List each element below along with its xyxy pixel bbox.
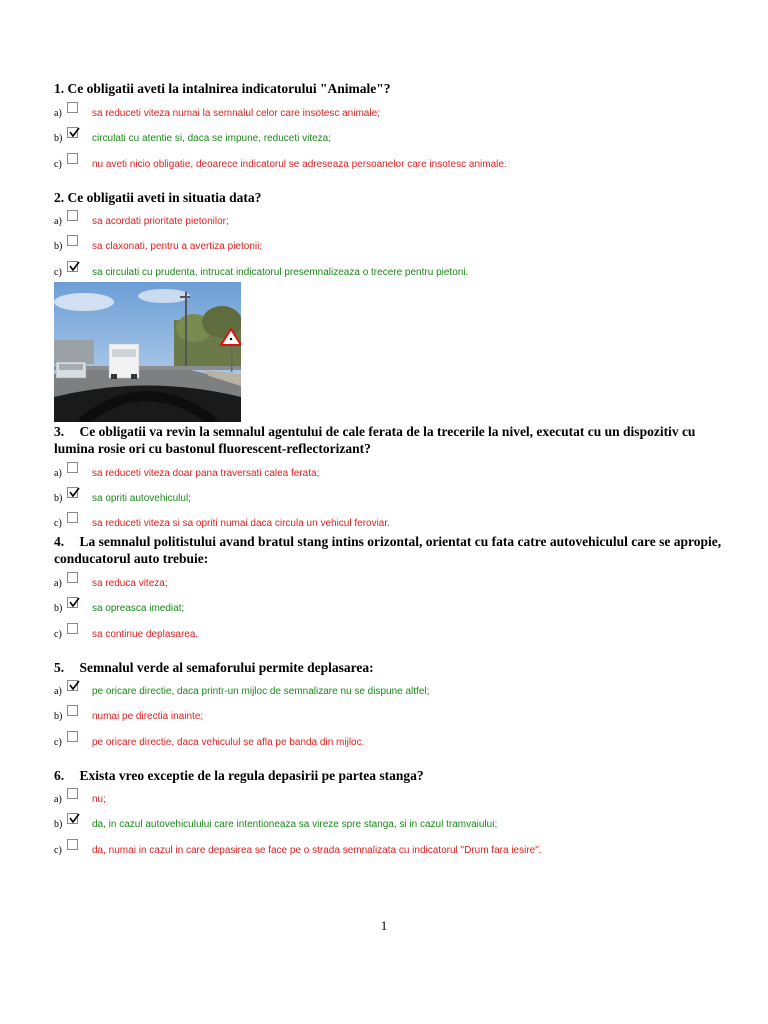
page-number: 1 [380,918,388,933]
option-text: sa reduceti viteza numai la semnalul celor care insotesc animale; [92,108,380,119]
option-letter: c) [54,518,62,529]
option-letter: c) [54,737,62,748]
checkbox-checked[interactable] [67,127,78,138]
question-number: 4. [54,534,65,549]
option-letter: c) [54,629,62,640]
question-text: Ce obligatii aveti in situatia data? [67,190,262,205]
option-text: sa opreasca imediat; [92,603,185,614]
question-number: 6. [54,768,65,783]
option-text: da, in cazul autovehiculului care intentioneaza sa vireze spre stanga, si in cazul tramvaiului; [92,819,498,830]
question-number: 2. [54,190,65,205]
checkbox-unchecked[interactable] [67,512,78,523]
option-text: sa reduceti viteza doar pana traversati calea ferata; [92,468,320,479]
checkbox-unchecked[interactable] [67,235,78,246]
checkbox-checked[interactable] [67,597,78,608]
option-letter: b) [54,819,63,830]
option-text: sa circulati cu prudenta, intrucat indicatorul presemnalizeaza o trecere pentru pietoni. [92,267,469,278]
option-text: sa acordati prioritate pietonilor; [92,216,229,227]
option-text: sa opriti autovehiculul; [92,493,191,504]
option-letter: c) [54,159,62,170]
option-text: circulati cu atentie si, daca se impune, reduceti viteza; [92,133,332,144]
question-text: Semnalul verde al semaforului permite deplasarea: [79,660,374,675]
question-text: La semnalul politistului avand bratul stang intins orizontal, orientat cu fata catre autovehiculul care se apropie, conducatorul auto trebuie: [54,534,722,566]
checkbox-checked[interactable] [67,813,78,824]
option-text: pe oricare directie, daca vehiculul se afla pe banda din mijloc. [92,737,365,748]
checkbox-checked[interactable] [67,487,78,498]
question-5 [54,659,734,676]
option-text: pe oricare directie, daca printr-un mijloc de semnalizare nu se dispune altfel; [92,686,430,697]
question-4 [54,533,734,567]
question-text: Ce obligatii va revin la semnalul agentului de cale ferata de la trecerile la nivel, executat cu un dispozitiv cu lumina rosie ori cu bastonul fluorescent-reflectorizant? [54,424,696,456]
option-text: nu aveti nicio obligatie, deoarece indicatorul se adreseaza persoanelor care insotesc animale. [92,159,507,170]
question-text: Exista vreo exceptie de la regula depasirii pe partea stanga? [79,768,424,783]
question-2 [54,189,734,206]
question-text: Ce obligatii aveti la intalnirea indicatorului "Animale"? [67,81,391,96]
option-letter: b) [54,603,63,614]
option-letter: a) [54,468,62,479]
checkbox-checked[interactable] [67,261,78,272]
checkbox-unchecked[interactable] [67,102,78,113]
option-text: nu; [92,794,106,805]
option-text: da, numai in cazul in care depasirea se face pe o strada semnalizata cu indicatorul "Drum fara iesire". [92,845,542,856]
checkbox-unchecked[interactable] [67,731,78,742]
option-letter: c) [54,845,62,856]
question-6 [54,767,734,784]
question-1 [54,80,734,97]
checkbox-unchecked[interactable] [67,623,78,634]
question-3 [54,423,734,457]
checkbox-unchecked[interactable] [67,210,78,221]
checkbox-unchecked[interactable] [67,839,78,850]
option-letter: b) [54,241,63,252]
checkbox-unchecked[interactable] [67,572,78,583]
checkbox-unchecked[interactable] [67,462,78,473]
checkbox-unchecked[interactable] [67,153,78,164]
checkbox-unchecked[interactable] [67,705,78,716]
option-text: sa claxonati, pentru a avertiza pietonii; [92,241,263,252]
option-letter: a) [54,686,62,697]
question-number: 1. [54,81,65,96]
option-letter: a) [54,578,62,589]
option-text: numai pe directia inainte; [92,711,204,722]
option-text: sa reduceti viteza si sa opriti numai daca circula un vehicul feroviar. [92,518,390,529]
checkbox-unchecked[interactable] [67,788,78,799]
option-letter: b) [54,133,63,144]
option-letter: a) [54,794,62,805]
option-letter: a) [54,108,62,119]
option-letter: b) [54,711,63,722]
option-letter: c) [54,267,62,278]
question-number: 3. [54,424,65,439]
question-number: 5. [54,660,65,675]
option-text: sa reduca viteza; [92,578,168,589]
road-scene-photo [54,282,241,422]
option-text: sa continue deplasarea. [92,629,199,640]
option-letter: b) [54,493,63,504]
checkbox-checked[interactable] [67,680,78,691]
option-letter: a) [54,216,62,227]
